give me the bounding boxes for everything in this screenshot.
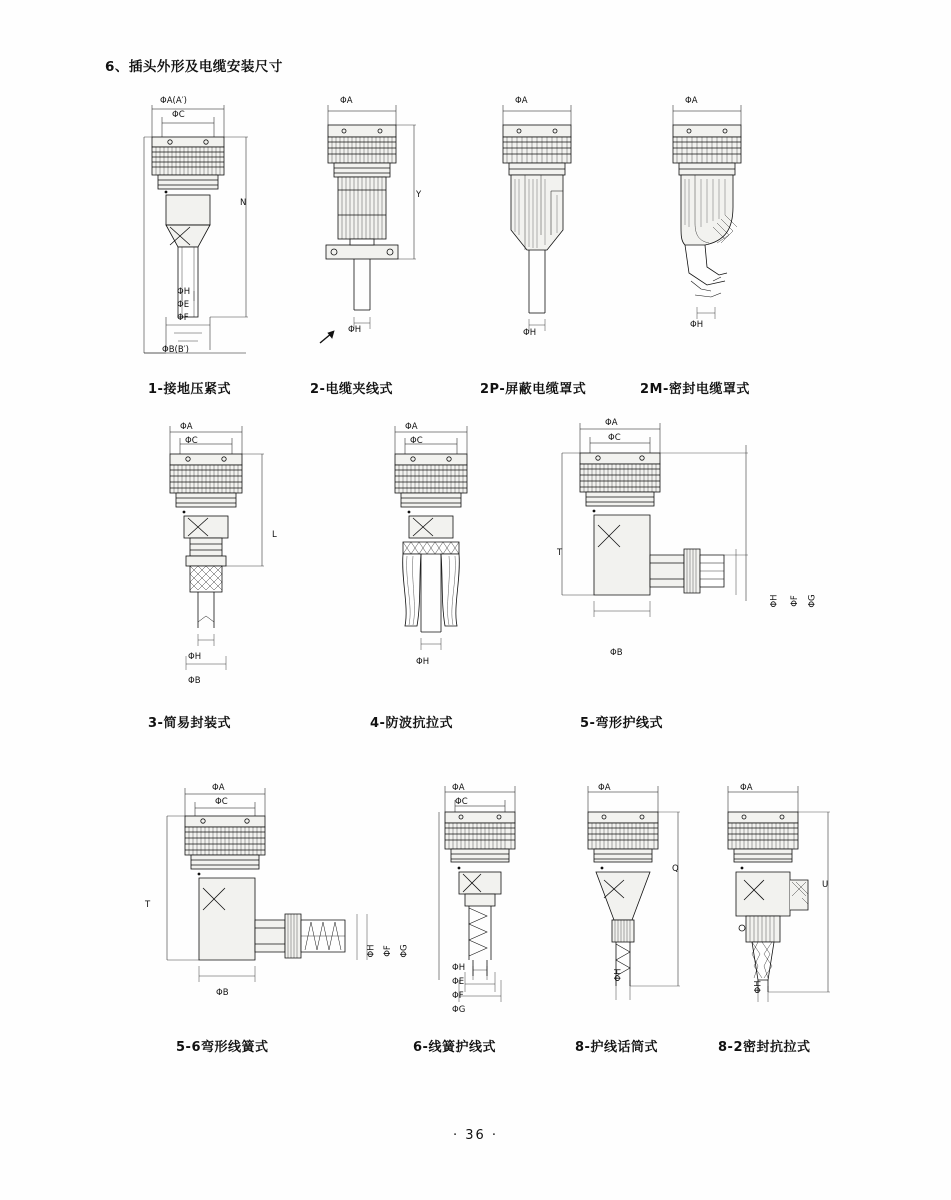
figure-5-bent-cable-guide <box>550 415 840 690</box>
figure-2-cable-clamp <box>310 95 430 370</box>
dim-phi-g-fig6: ΦG <box>452 1005 466 1015</box>
caption-figure-6: 6-线簧护线式 <box>413 1040 496 1055</box>
dim-y-fig2: Y <box>416 190 422 200</box>
dim-phi-g-fig5: ΦG <box>807 594 818 608</box>
dim-phi-a-fig3: ΦA <box>180 422 193 432</box>
dim-phi-b-b: ΦB(B′) <box>162 345 189 355</box>
dim-u-fig82: U <box>822 880 829 890</box>
caption-figure-2p: 2P-屏蔽电缆罩式 <box>480 382 587 397</box>
dim-phi-h: ΦH <box>177 287 191 297</box>
dim-phi-e-fig6: ΦE <box>452 977 465 987</box>
dim-phi-f-fig6: ΦF <box>452 991 464 1001</box>
page-number: · 36 · <box>452 1128 499 1143</box>
caption-figure-4: 4-防波抗拉式 <box>370 716 453 731</box>
dim-phi-h-fig2m: ΦH <box>690 320 704 330</box>
figure-4-anti-wave-tensile <box>375 420 515 695</box>
dim-phi-a-fig2m: ΦA <box>685 96 698 106</box>
dim-phi-a-fig2p: ΦA <box>515 96 528 106</box>
dim-l-fig3: L <box>272 530 277 540</box>
caption-figure-5: 5-弯形护线式 <box>580 716 663 731</box>
caption-figure-1: 1-接地压紧式 <box>148 382 231 397</box>
dim-phi-a-fig82: ΦA <box>740 783 753 793</box>
caption-figure-8: 8-护线话筒式 <box>575 1040 658 1055</box>
page-title: 6、插头外形及电缆安装尺寸 <box>105 59 283 75</box>
figure-3-simple-seal <box>150 420 280 695</box>
dim-t-fig5: T <box>557 548 563 558</box>
dim-phi-f-fig5: ΦF <box>789 595 800 607</box>
dim-phi-h-fig82: ΦH <box>753 980 764 994</box>
dim-phi-a-fig2: ΦA <box>340 96 353 106</box>
dim-phi-h-fig4: ΦH <box>416 657 430 667</box>
figure-8-handset-guide <box>570 780 700 1020</box>
caption-figure-2m: 2M-密封电缆罩式 <box>640 382 750 397</box>
dim-phi-h-fig8: ΦH <box>613 968 624 982</box>
dim-phi-c-fig6: ΦC <box>455 797 468 807</box>
dim-phi-a-fig6: ΦA <box>452 783 465 793</box>
dim-phi-a-a: ΦA(A′) <box>160 96 187 106</box>
dim-phi-f-fig56: ΦF <box>382 945 393 957</box>
dim-phi-h-fig3: ΦH <box>188 652 202 662</box>
figure-2p-shielded-cable-cover <box>485 95 605 370</box>
figure-2m-sealed-cable-cover <box>655 95 785 370</box>
caption-figure-8-2: 8-2密封抗拉式 <box>718 1040 811 1055</box>
dim-phi-h-fig6: ΦH <box>452 963 466 973</box>
figure-6-spring-guide <box>425 780 555 1020</box>
dim-phi-h-fig2: ΦH <box>348 325 362 335</box>
dim-phi-b-fig5: ΦB <box>610 648 623 658</box>
dim-phi-h-fig56: ΦH <box>366 944 377 958</box>
dim-phi-e: ΦE <box>177 300 190 310</box>
dim-phi-c: ΦC <box>172 110 185 120</box>
dim-phi-a-fig4: ΦA <box>405 422 418 432</box>
caption-figure-5-6: 5-6弯形线簧式 <box>176 1040 269 1055</box>
dim-phi-a-fig56: ΦA <box>212 783 225 793</box>
dim-phi-a-fig5: ΦA <box>605 418 618 428</box>
dim-phi-f: ΦF <box>177 313 189 323</box>
dim-phi-c-fig56: ΦC <box>215 797 228 807</box>
dim-phi-g-fig56: ΦG <box>399 944 410 958</box>
figure-8-2-sealed-tensile <box>710 780 850 1020</box>
dim-t-fig56: T <box>145 900 151 910</box>
figure-1-grounding-clamp <box>130 95 260 370</box>
dim-phi-h-fig5: ΦH <box>769 594 780 608</box>
dim-n: N <box>240 198 247 208</box>
dim-phi-a-fig8: ΦA <box>598 783 611 793</box>
dim-phi-c-fig4: ΦC <box>410 436 423 446</box>
figure-5-6-bent-spring <box>155 780 415 1020</box>
dim-phi-c-fig5: ΦC <box>608 433 621 443</box>
caption-figure-3: 3-简易封装式 <box>148 716 231 731</box>
dim-phi-b-fig56: ΦB <box>216 988 229 998</box>
dim-phi-c-fig3: ΦC <box>185 436 198 446</box>
dim-q-fig8: Q <box>672 864 679 874</box>
dim-phi-b-fig3: ΦB <box>188 676 201 686</box>
dim-phi-h-fig2p: ΦH <box>523 328 537 338</box>
caption-figure-2: 2-电缆夹线式 <box>310 382 393 397</box>
